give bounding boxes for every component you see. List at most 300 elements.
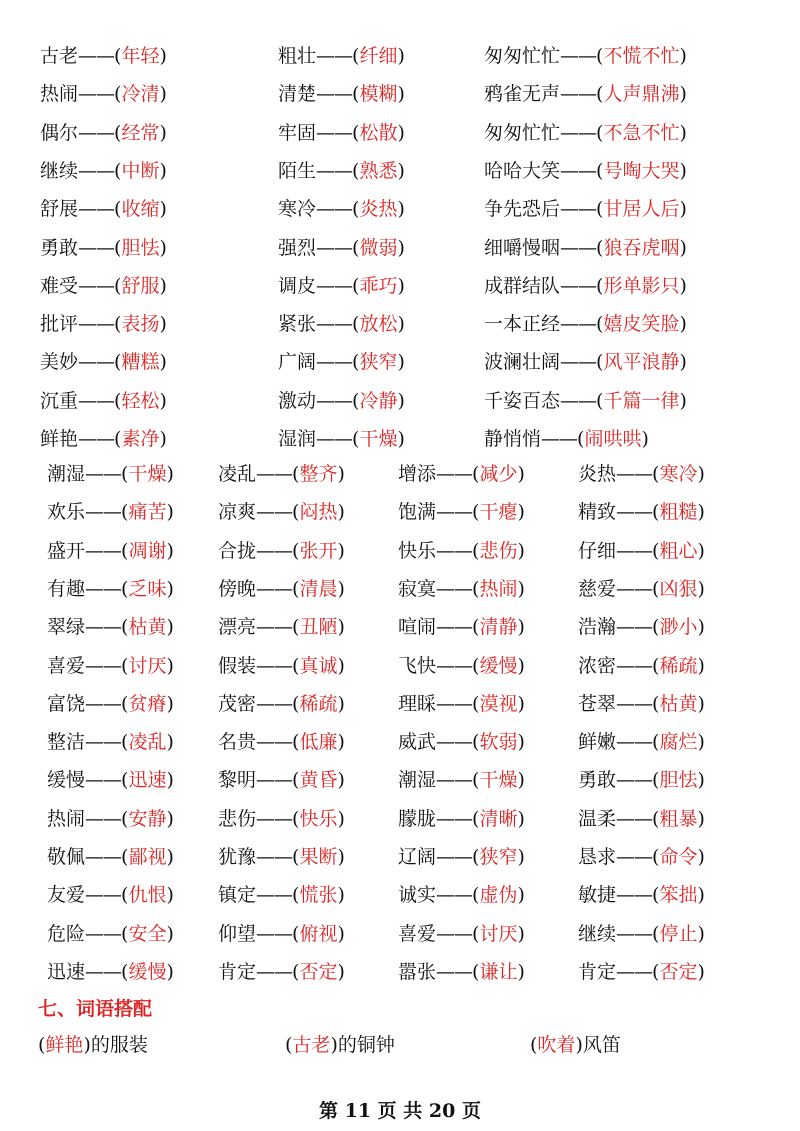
collocation-rest: 的服装: [90, 1034, 148, 1056]
dash: ——: [78, 159, 115, 182]
dash: ——: [78, 428, 115, 450]
close-paren: ): [679, 313, 687, 336]
dash: ——: [256, 616, 293, 639]
dash: ——: [256, 960, 293, 983]
antonym-answer: 松散: [359, 121, 398, 144]
dash: ——: [560, 159, 597, 182]
open-paren: (: [472, 463, 480, 485]
antonym-answer: 仇恨: [128, 884, 167, 907]
word: 哈哈大笑: [484, 159, 561, 182]
antonym-answer: 放松: [359, 313, 398, 336]
antonym-pair: [398, 883, 525, 907]
antonym-pair: [218, 807, 345, 831]
open-paren: (: [114, 159, 122, 182]
dash: ——: [560, 351, 597, 374]
word: 热闹: [47, 807, 86, 830]
close-paren: ): [517, 692, 525, 715]
antonym-pair: [578, 845, 705, 869]
close-paren: ): [166, 922, 174, 945]
dash: ——: [316, 351, 353, 374]
close-paren: ): [679, 121, 687, 144]
word: 一本正经: [484, 313, 561, 336]
antonym-answer: 熟悉: [359, 159, 398, 182]
open-paren: (: [121, 807, 129, 830]
open-paren: (: [596, 274, 604, 297]
close-paren: ): [337, 577, 345, 600]
antonym-answer: 经常: [121, 121, 160, 144]
dash: ——: [436, 654, 473, 677]
antonym-pair: [218, 500, 345, 524]
word: 细嚼慢咽: [484, 236, 561, 259]
close-paren: ): [166, 846, 174, 868]
open-paren: (: [292, 501, 300, 524]
close-paren: ): [517, 539, 525, 562]
close-paren: ): [159, 83, 167, 106]
open-paren: (: [292, 731, 300, 754]
word: 鲜嫩: [578, 731, 617, 754]
dash: ——: [78, 198, 115, 221]
close-paren: ): [397, 198, 405, 221]
antonym-answer: 讨厌: [128, 654, 167, 677]
antonym-answer: 减少: [479, 463, 518, 485]
word: 增添: [398, 463, 437, 485]
dash: ——: [436, 922, 473, 945]
close-paren: ): [641, 428, 649, 450]
antonym-pair: [578, 615, 705, 639]
antonym-answer: 清晨: [299, 577, 338, 600]
word: 勇敢: [578, 769, 617, 792]
word: 美妙: [40, 351, 79, 374]
dash: ——: [256, 769, 293, 792]
antonym-pair: [398, 922, 525, 946]
dash: ——: [616, 616, 653, 639]
antonym-answer: 表扬: [121, 313, 160, 336]
close-paren: ): [166, 692, 174, 715]
antonym-pair: [40, 350, 167, 374]
antonym-answer: 枯黄: [659, 692, 698, 715]
close-paren: ): [159, 351, 167, 374]
antonym-answer: 否定: [299, 960, 338, 983]
word: 苍翠: [578, 692, 617, 715]
word: 炎热: [578, 463, 617, 485]
close-paren: ): [337, 539, 345, 562]
antonym-pair: [484, 274, 687, 298]
open-paren: (: [292, 539, 300, 562]
word: 潮湿: [47, 463, 86, 485]
close-paren: ): [697, 769, 705, 792]
antonym-answer: 干瘪: [479, 501, 518, 524]
dash: ——: [78, 121, 115, 144]
open-paren: (: [121, 577, 129, 600]
open-paren: (: [596, 83, 604, 106]
close-paren: ): [166, 463, 174, 485]
word: 匆匆忙忙: [484, 45, 561, 67]
antonym-pair: [47, 462, 174, 486]
close-paren: ): [337, 616, 345, 639]
antonym-pair: [398, 730, 525, 754]
open-paren: (: [577, 428, 585, 450]
open-paren: (: [652, 501, 660, 524]
open-paren: (: [652, 577, 660, 600]
antonym-pair: [40, 197, 167, 221]
dash: ——: [256, 731, 293, 754]
dash: ——: [316, 428, 353, 450]
antonym-answer: 渺小: [659, 616, 698, 639]
antonym-answer: 迅速: [128, 769, 167, 792]
collocation-answer: 吹着: [537, 1034, 576, 1056]
antonym-pair: [578, 960, 705, 984]
antonym-pair: [40, 236, 167, 260]
word: 紧张: [278, 313, 317, 336]
word: 仰望: [218, 922, 257, 945]
open-paren: (: [114, 198, 122, 221]
antonym-pair: [398, 654, 525, 678]
open-paren: (: [292, 922, 300, 945]
word: 名贵: [218, 731, 257, 754]
close-paren: ): [166, 539, 174, 562]
word: 凉爽: [218, 501, 257, 524]
open-paren: (: [652, 960, 660, 983]
dash: ——: [560, 389, 597, 412]
antonym-pair: [218, 539, 345, 563]
close-paren: ): [679, 389, 687, 412]
close-paren: ): [697, 922, 705, 945]
dash: ——: [85, 807, 122, 830]
antonym-pair: [218, 960, 345, 984]
antonym-pair: [40, 82, 167, 106]
word: 热闹: [40, 83, 79, 106]
collocation-answer: 鲜艳: [45, 1034, 84, 1056]
close-paren: ): [337, 922, 345, 945]
antonym-answer: 形单影只: [603, 274, 680, 297]
antonym-answer: 谦让: [479, 960, 518, 983]
word: 潮湿: [398, 769, 437, 792]
word: 强烈: [278, 236, 317, 259]
antonym-pair: [484, 236, 687, 260]
word: 舒展: [40, 198, 79, 221]
word: 喧闹: [398, 616, 437, 639]
antonym-pair: [578, 462, 705, 486]
word: 朦胧: [398, 807, 437, 830]
antonym-answer: 炎热: [359, 198, 398, 221]
word: 理睬: [398, 692, 437, 715]
antonym-answer: 糟糕: [121, 351, 160, 374]
antonym-answer: 不慌不忙: [603, 45, 680, 67]
antonym-answer: 冷清: [121, 83, 160, 106]
word: 匆匆忙忙: [484, 121, 561, 144]
dash: ——: [616, 577, 653, 600]
word: 飞快: [398, 654, 437, 677]
dash: ——: [78, 236, 115, 259]
close-paren: ): [337, 769, 345, 792]
open-paren: (: [472, 577, 480, 600]
antonym-answer: 否定: [659, 960, 698, 983]
dash: ——: [85, 463, 122, 485]
dash: ——: [78, 83, 115, 106]
collocation-answer: 古老: [292, 1034, 331, 1056]
antonym-pair: [40, 159, 167, 183]
dash: ——: [256, 922, 293, 945]
antonym-answer: 微弱: [359, 236, 398, 259]
close-paren: ): [697, 884, 705, 907]
dash: ——: [316, 159, 353, 182]
dash: ——: [560, 274, 597, 297]
antonym-answer: 命令: [659, 846, 698, 868]
open-paren: (: [652, 463, 660, 485]
open-paren: (: [596, 198, 604, 221]
word: 缓慢: [47, 769, 86, 792]
open-paren: (: [121, 692, 129, 715]
antonym-pair: [218, 692, 345, 716]
antonym-pair: [484, 159, 687, 183]
antonym-pair: [47, 577, 174, 601]
antonym-answer: 甘居人后: [603, 198, 680, 221]
antonym-answer: 凌乱: [128, 731, 167, 754]
open-paren: (: [652, 692, 660, 715]
antonym-answer: 张开: [299, 539, 338, 562]
open-paren: (: [352, 198, 360, 221]
antonym-answer: 年轻: [121, 45, 160, 67]
dash: ——: [316, 313, 353, 336]
open-paren: (: [292, 769, 300, 792]
open-paren: (: [472, 654, 480, 677]
close-paren: ): [159, 428, 167, 450]
close-paren: ): [397, 274, 405, 297]
word: 迅速: [47, 960, 86, 983]
dash: ——: [436, 463, 473, 485]
close-paren: ): [517, 731, 525, 754]
antonym-answer: 狭窄: [359, 351, 398, 374]
dash: ——: [616, 769, 653, 792]
antonym-answer: 寒冷: [659, 463, 698, 485]
word: 诚实: [398, 884, 437, 907]
antonym-pair: [218, 883, 345, 907]
word: 欢乐: [47, 501, 86, 524]
dash: ——: [316, 198, 353, 221]
open-paren: (: [652, 846, 660, 868]
antonym-pair: [40, 274, 167, 298]
dash: ——: [256, 501, 293, 524]
antonym-pair: [578, 577, 705, 601]
dash: ——: [616, 807, 653, 830]
open-paren: (: [352, 83, 360, 106]
dash: ——: [256, 884, 293, 907]
antonym-pair: [578, 807, 705, 831]
antonym-answer: 缓慢: [479, 654, 518, 677]
close-paren: ): [337, 692, 345, 715]
antonym-answer: 清晰: [479, 807, 518, 830]
open-paren: (: [292, 463, 300, 485]
open-paren: (: [114, 389, 122, 412]
dash: ——: [616, 539, 653, 562]
antonym-pair: [398, 539, 525, 563]
close-paren: ): [697, 731, 705, 754]
antonym-pair: [398, 768, 525, 792]
open-paren: (: [596, 45, 604, 67]
word: 恳求: [578, 846, 617, 868]
antonym-answer: 贫瘠: [128, 692, 167, 715]
open-paren: (: [292, 846, 300, 868]
close-paren: ): [166, 884, 174, 907]
word: 激动: [278, 389, 317, 412]
antonym-answer: 俯视: [299, 922, 338, 945]
word: 难受: [40, 274, 79, 297]
word: 鸦雀无声: [484, 83, 561, 106]
antonym-pair: [47, 654, 174, 678]
open-paren: (: [114, 274, 122, 297]
word: 继续: [578, 922, 617, 945]
word: 喜爱: [47, 654, 86, 677]
dash: ——: [560, 198, 597, 221]
word: 凌乱: [218, 463, 257, 485]
open-paren: (: [652, 731, 660, 754]
dash: ——: [85, 731, 122, 754]
antonym-answer: 枯黄: [128, 616, 167, 639]
antonym-pair: [47, 692, 174, 716]
word: 嚣张: [398, 960, 437, 983]
close-paren: ): [679, 236, 687, 259]
word: 喜爱: [398, 922, 437, 945]
antonym-pair: [47, 730, 174, 754]
close-paren: ): [697, 960, 705, 983]
antonym-answer: 粗心: [659, 539, 698, 562]
word: 有趣: [47, 577, 86, 600]
dash: ——: [616, 922, 653, 945]
antonym-answer: 不急不忙: [603, 121, 680, 144]
word: 浩瀚: [578, 616, 617, 639]
antonym-answer: 号啕大哭: [603, 159, 680, 182]
open-paren: (: [114, 351, 122, 374]
dash: ——: [316, 83, 353, 106]
antonym-pair: [47, 500, 174, 524]
close-paren: ): [697, 539, 705, 562]
antonym-answer: 胆怯: [121, 236, 160, 259]
close-paren: ): [166, 616, 174, 639]
close-paren: ): [159, 198, 167, 221]
dash: ——: [85, 539, 122, 562]
close-paren: ): [697, 654, 705, 677]
word: 争先恐后: [484, 198, 561, 221]
word: 调皮: [278, 274, 317, 297]
open-paren: (: [352, 159, 360, 182]
dash: ——: [85, 654, 122, 677]
antonym-answer: 悲伤: [479, 539, 518, 562]
word: 仔细: [578, 539, 617, 562]
close-paren: ): [166, 501, 174, 524]
close-paren: ): [159, 45, 167, 67]
antonym-pair: [47, 960, 174, 984]
dash: ——: [541, 428, 578, 450]
antonym-pair: [578, 500, 705, 524]
antonym-answer: 真诚: [299, 654, 338, 677]
dash: ——: [436, 769, 473, 792]
word: 寂寞: [398, 577, 437, 600]
close-paren: ): [397, 83, 405, 106]
dash: ——: [78, 389, 115, 412]
antonym-pair: [47, 615, 174, 639]
antonym-pair: [278, 44, 405, 68]
antonym-pair: [484, 44, 687, 68]
open-paren: (: [596, 236, 604, 259]
word: 清楚: [278, 83, 317, 106]
dash: ——: [616, 692, 653, 715]
word: 牢固: [278, 121, 317, 144]
antonym-pair: [484, 312, 687, 336]
dash: ——: [85, 884, 122, 907]
dash: ——: [256, 807, 293, 830]
open-paren: (: [292, 807, 300, 830]
word: 富饶: [47, 692, 86, 715]
dash: ——: [616, 501, 653, 524]
word: 友爱: [47, 884, 86, 907]
antonym-answer: 乖巧: [359, 274, 398, 297]
antonym-pair: [578, 922, 705, 946]
dash: ——: [316, 274, 353, 297]
antonym-pair: [484, 197, 687, 221]
open-paren: (: [472, 884, 480, 907]
dash: ——: [78, 313, 115, 336]
close-paren: ): [397, 236, 405, 259]
open-paren: (: [472, 501, 480, 524]
close-paren: ): [397, 389, 405, 412]
dash: ——: [616, 960, 653, 983]
dash: ——: [560, 313, 597, 336]
dash: ——: [78, 351, 115, 374]
word: 粗壮: [278, 45, 317, 67]
close-paren: ): [517, 769, 525, 792]
close-paren: ): [517, 463, 525, 485]
open-paren: (: [121, 731, 129, 754]
dash: ——: [78, 45, 115, 67]
antonym-answer: 人声鼎沸: [603, 83, 680, 106]
dash: ——: [436, 577, 473, 600]
word: 敬佩: [47, 846, 86, 868]
close-paren: ): [397, 121, 405, 144]
dash: ——: [436, 692, 473, 715]
antonym-answer: 果断: [299, 846, 338, 868]
open-paren: (: [652, 922, 660, 945]
close-paren: ): [517, 501, 525, 524]
antonym-pair: [47, 883, 174, 907]
open-paren: (: [292, 960, 300, 983]
antonym-answer: 嬉皮笑脸: [603, 313, 680, 336]
word: 肯定: [578, 960, 617, 983]
close-paren: ): [166, 807, 174, 830]
dash: ——: [436, 539, 473, 562]
close-paren: ): [679, 198, 687, 221]
antonym-pair: [278, 274, 405, 298]
close-paren: ): [166, 769, 174, 792]
dash: ——: [560, 83, 597, 106]
close-paren: ): [697, 692, 705, 715]
open-paren: (: [121, 654, 129, 677]
word: 陌生: [278, 159, 317, 182]
antonym-pair: [40, 427, 167, 451]
open-paren: (: [121, 960, 129, 983]
antonym-answer: 风平浪静: [603, 351, 680, 374]
close-paren: ): [397, 45, 405, 67]
antonym-answer: 痛苦: [128, 501, 167, 524]
open-paren: (: [114, 236, 122, 259]
dash: ——: [78, 274, 115, 297]
open-paren: (: [596, 351, 604, 374]
close-paren: ): [159, 121, 167, 144]
antonym-answer: 轻松: [121, 389, 160, 412]
dash: ——: [256, 654, 293, 677]
dash: ——: [85, 769, 122, 792]
antonym-answer: 稀疏: [299, 692, 338, 715]
open-paren: (: [472, 616, 480, 639]
